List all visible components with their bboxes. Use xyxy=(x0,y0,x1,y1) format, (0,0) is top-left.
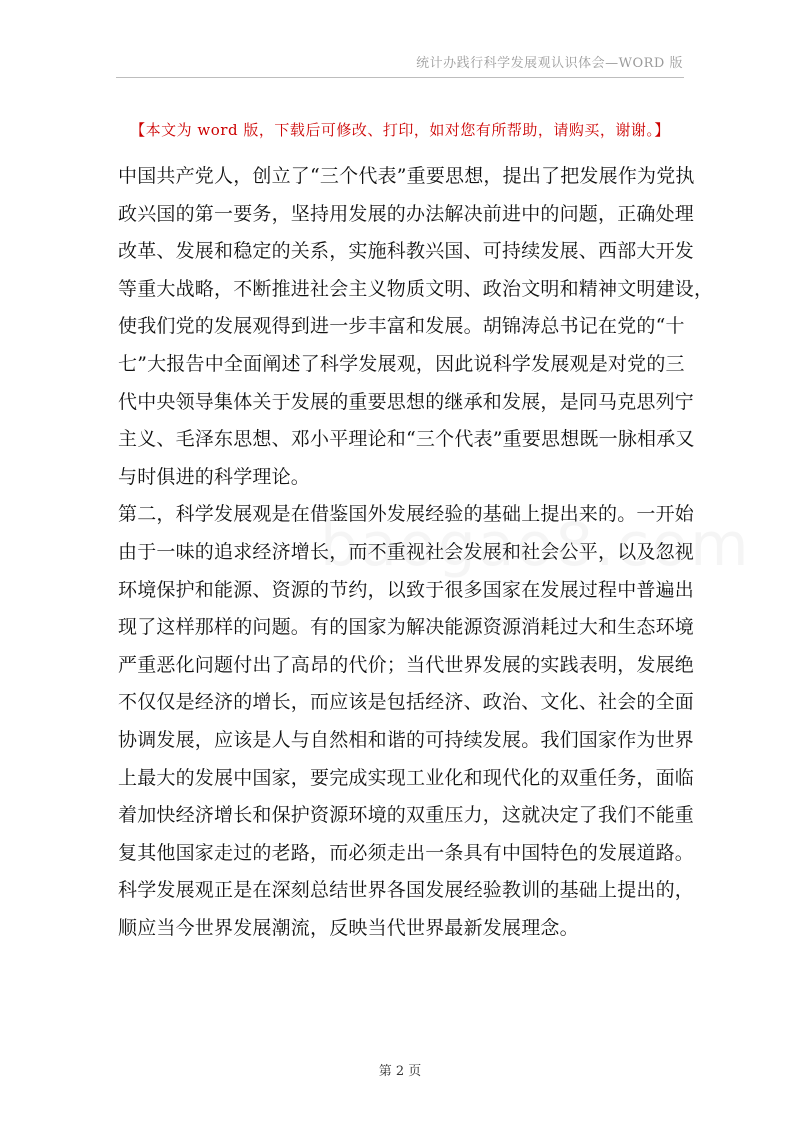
text-line: 与时俱进的科学理论。 xyxy=(118,465,311,488)
text-line: 七”大报告中全面阐述了科学发展观，因此说科学发展观是对党的三 xyxy=(118,352,685,375)
paragraph-1 xyxy=(118,158,714,496)
text-line: 严重恶化问题付出了高昂的代价；当代世界发展的实践表明，发展绝 xyxy=(118,653,695,676)
text-line: 中国共产党人，创立了“三个代表”重要思想，提出了把发展作为党执 xyxy=(118,165,695,187)
page-number: 第 2 页 xyxy=(378,1064,422,1079)
text-line: 协调发展，应该是人与自然相和谐的可持续发展。我们国家作为世界 xyxy=(118,728,695,751)
text-line: 复其他国家走过的老路，而必须走出一条具有中国特色的发展道路。 xyxy=(118,841,695,864)
document-body xyxy=(118,158,714,947)
text-line: 主义、毛泽东思想、邓小平理论和“三个代表”重要思想既一脉相承又 xyxy=(118,428,695,451)
paragraph-2 xyxy=(118,496,695,947)
text-line: 第二，科学发展观是在借鉴国外发展经验的基础上提出来的。一开始 xyxy=(118,503,695,526)
text-line: 代中央领导集体关于发展的重要思想的继承和发展，是同马克思列宁 xyxy=(118,390,695,413)
text-line: 等重大战略，不断推进社会主义物质文明、政治文明和精神文明建设， xyxy=(118,277,714,300)
download-notice: 【本文为 word 版，下载后可修改、打印，如对您有所帮助，请购买，谢谢。】 xyxy=(130,121,670,139)
text-line: 顺应当今世界发展潮流，反映当代世界最新发展理念。 xyxy=(118,916,579,939)
text-line: 现了这样那样的问题。有的国家为解决能源资源消耗过大和生态环境 xyxy=(118,616,695,639)
text-line: 环境保护和能源、资源的节约，以致于很多国家在发展过程中普遍出 xyxy=(118,578,695,601)
text-line: 着加快经济增长和保护资源环境的双重压力，这就决定了我们不能重 xyxy=(118,804,695,827)
text-line: 科学发展观正是在深刻总结世界各国发展经验教训的基础上提出的， xyxy=(118,879,695,902)
text-line: 使我们党的发展观得到进一步丰富和发展。胡锦涛总书记在党的“十 xyxy=(118,315,685,338)
text-line: 不仅仅是经济的增长，而应该是包括经济、政治、文化、社会的全面 xyxy=(118,691,695,714)
text-line: 上最大的发展中国家，要完成实现工业化和现代化的双重任务，面临 xyxy=(118,766,695,789)
running-header: 统计办践行科学发展观认识体会—WORD 版 xyxy=(416,56,683,71)
text-line: 由于一味的追求经济增长，而不重视社会发展和社会公平，以及忽视 xyxy=(118,540,695,563)
header-divider xyxy=(116,77,684,78)
text-line: 改革、发展和稳定的关系，实施科教兴国、可持续发展、西部大开发 xyxy=(118,240,695,263)
text-line: 政兴国的第一要务，坚持用发展的办法解决前进中的问题，正确处理 xyxy=(118,202,695,225)
